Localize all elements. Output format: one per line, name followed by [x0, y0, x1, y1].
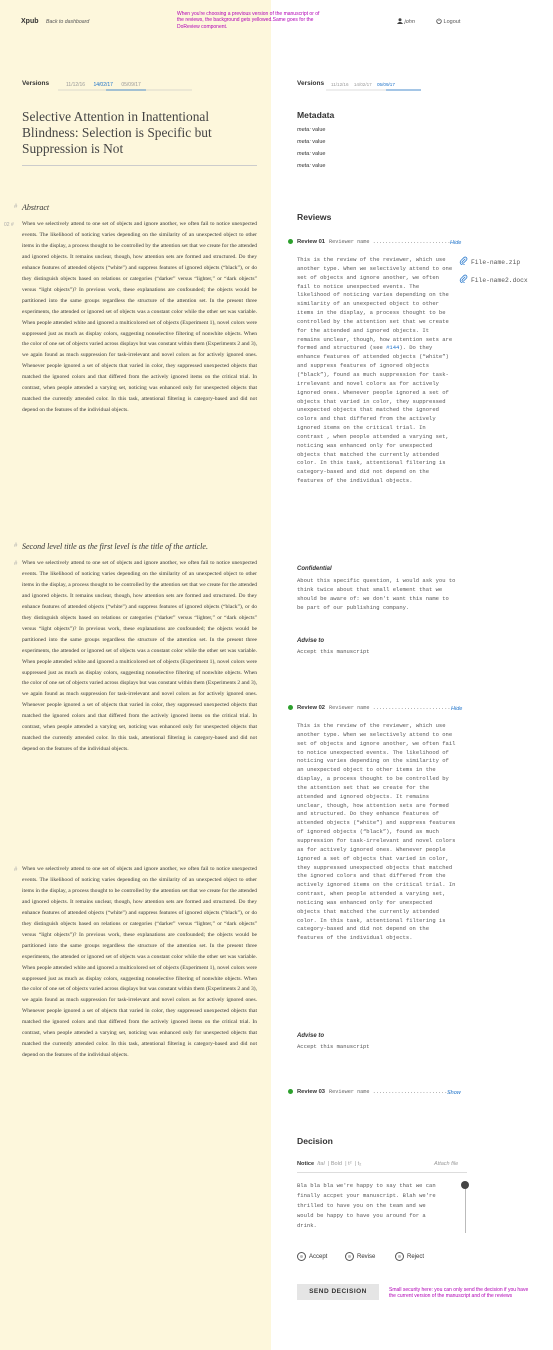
hide-review-button[interactable]: Hide [451, 706, 463, 712]
username: john [404, 19, 415, 25]
review-header [288, 239, 450, 245]
version-tab[interactable]: 11/12/16 [331, 82, 349, 87]
version-tab-active[interactable]: 14/02/17 [93, 82, 113, 88]
accept-radio[interactable]: Accept [297, 1252, 327, 1261]
reviewer-name: Reviewer name ......................... [329, 239, 451, 246]
bold-button[interactable]: Bold [330, 1161, 343, 1167]
show-review-button[interactable]: Show [447, 1090, 461, 1096]
review-title: Review 03 [297, 1089, 326, 1096]
review-text: This is the review of the reviewer, which use another type. When we selectively attend to one set of objects and ignore another, we often fail to notice unexpected events. The likelihood of noticing varies depending on the similarity of an unexpected object to other items in the display, a process thought to be controlled by the attention set that we create for the attended and ignored objects. It remains unclear, though, how attention sets are formed and structured (see #144). Do they enhance features of attended objects (“white”) and suppress features of ignored objects (“black”), found as much suppression for task-irrelevant and novel colors as for actively ignored ones. Whenever people ignored a set of objects that varied in color, they suppressed unexpected objects that matched the ignored colors and that differed from the actively ignored items on the critical trial. In contrast , when people attended a varying set, noticing was enhanced only for unexpected objects that matched the currently attended color. In this task, attentional filtering is category-based and did not depend on the features of the individual objects. [297, 256, 453, 485]
status-dot [288, 705, 293, 710]
reviewer-name: Reviewer name ......................... [329, 1089, 451, 1096]
manuscript-ref-link[interactable]: #144 [386, 344, 400, 352]
paragraph-hash: # [14, 561, 18, 567]
metadata-heading: Metadata [297, 110, 335, 120]
user-menu[interactable] [397, 18, 415, 25]
status-dot [288, 1089, 293, 1094]
user-icon [397, 18, 403, 24]
confidential-text: About this specific question, i would ask you to think twice about that small element that we should be aware of: we don't want this name to be part of our publishing company. [297, 577, 456, 611]
decision-editor[interactable]: Bla bla bla we're happy to say that we can finally accpet your manuscript. Blah we're thrilled to have you on the team and we would be happy to have you around for a drink. [297, 1182, 436, 1229]
attach-file-button[interactable]: Attach file [434, 1161, 459, 1167]
attachment-file[interactable] [471, 274, 528, 284]
review-header [288, 705, 450, 711]
radio-circle [395, 1252, 404, 1261]
hide-review-button[interactable]: Hide [450, 240, 462, 246]
toolbar-label: Notice [297, 1161, 315, 1167]
status-dot [288, 239, 293, 244]
confidential-label: Confidential [297, 566, 332, 572]
advise-value: Accept this manuscript [297, 1043, 370, 1050]
versions-label: Versions [22, 80, 50, 87]
reject-radio[interactable]: Reject [395, 1252, 424, 1261]
version-tab[interactable]: 14/02/17 [353, 82, 372, 87]
version-tab[interactable]: 11/12/16 [66, 82, 86, 88]
back-to-dashboard-link[interactable]: Back to dashboard [46, 19, 90, 25]
toolbar-divider [297, 1172, 467, 1173]
version-timeline [58, 88, 198, 92]
manuscript-title: Selective Attention in Inattentional Blindness: Selection is Specific but Suppression is Not [22, 109, 212, 156]
power-icon [436, 18, 442, 24]
file-name: File-name.zip [471, 259, 521, 266]
attachment-file[interactable] [471, 256, 520, 266]
metadata-row: meta: value [297, 163, 326, 169]
metadata-row: meta: value [297, 127, 326, 133]
section-heading: Second level title as the first level is the title of the article. [22, 542, 208, 551]
send-decision-button[interactable]: SEND DECISION [297, 1284, 379, 1300]
metadata-row: meta: value [297, 151, 326, 157]
reviews-heading: Reviews [297, 212, 332, 222]
review-version-timeline [326, 88, 426, 92]
advise-label: Advise to [297, 1033, 325, 1039]
decision-heading: Decision [297, 1136, 333, 1146]
radio-circle [297, 1252, 306, 1261]
subscript-button[interactable]: t₂ [357, 1161, 362, 1167]
logout-button[interactable] [436, 18, 460, 25]
title-divider [22, 165, 257, 166]
metadata-row: meta: value [297, 139, 326, 145]
heading-hash: # [14, 543, 18, 549]
review-panel [271, 0, 553, 1350]
review-text: This is the review of the reviewer, which use another type. When we selectively attend to one set of objects and ignore another, we often fail to notice unexpected events. The likelihood of noticing varies depending on the similarity of an unexpected object to other items in the display, a process thought to be controlled by the attention set that we create for the attended and ignored objects. It remains unclear, though, how attention sets are formed and structured. Do they enhance features of attended objects (“white”) and suppress features of ignored objects (“black”), found as much suppression for task-irrelevant and novel colors as for actively ignored ones. Whenever people ignored a set of objects that varied in color, they suppressed unexpected objects that matched the ignored colors and that differed from the actively ignored items on the critical trial. In contrast, when people attended a varying set, noticing was enhanced only for unexpected objects that matched the currently attended color. In this task, attentional filtering is category-based and did not depend on the features of the individual objects. [297, 722, 456, 942]
review-versions-label: Versions [297, 80, 325, 87]
review-title: Review 01 [297, 239, 326, 246]
version-tab[interactable]: 05/09/17 [121, 82, 141, 88]
top-bar [0, 0, 553, 46]
review-title: Review 02 [297, 705, 326, 712]
logo[interactable]: Xpub [21, 18, 39, 25]
editor-toolbar: Notice Ital | Bold | t² | t₂ [297, 1161, 362, 1167]
version-tab-active[interactable]: 05/09/17 [377, 82, 395, 87]
abstract-paragraph: When we selectively attend to one set of objects and ignore another, we often fail to notice unexpected events. The likelihood of noticing varies depending on the similarity of an unexpected object to other items in the display, a process thought to be controlled by the attention set that we create for the attended and ignored objects. It remains unclear, though, how attention sets are formed and structured. Do they enhance features of attended objects (“white”) and suppress features of ignored objects (“black”), or do they distinguish objects based on relations or categories (“darker” versus “lighter,” or “dark objects” versus “light objects”)? In previous work, these explanations are confounded; the objects would be partitioned into the same groups regardless the structure of the attention set. In the present three experiments, the attended or ignored set of objects was a constant color while the other set was variable. When people attended white and ignored a multicolored set of objects (Experiment 1), novel colors were suppressed just as much as display colors, suggesting nonselective filtering of nonwhite objects. When the color of one set of objects varied across displays but was constant within them (Experiments 2 and 3), we again found as much suppression for task-irrelevant and novel colors as for actively ignored ones. Whenever people ignored a set of objects that varied in color, they suppressed unexpected objects that matched the ignored colors and that differed from the actively ignored items on the critical trial. In contrast, when people attended a varying set, noticing was enhanced only for unexpected objects that matched the currently attended color. In this task, attentional filtering is category-based and did not depend on the features of the individual objects. [22, 221, 257, 414]
revise-radio[interactable]: Revise [345, 1252, 375, 1261]
paperclip-icon [459, 256, 468, 265]
abstract-heading: Abstract [22, 203, 50, 212]
body-paragraph: When we selectively attend to one set of objects and ignore another, we often fail to notice unexpected events. The likelihood of noticing varies depending on the similarity of an unexpected object to other items in the display, a process thought to be controlled by the attention set that we create for the attended and ignored objects. It remains unclear, though, how attention sets are formed and structured. Do they enhance features of attended objects (“white”) and suppress features of ignored objects (“black”), or do they distinguish objects based on relations or categories (“darker” versus “lighter,” or “dark objects” versus “light objects”)? In previous work, these explanations are confounded; the objects would be partitioned into the same groups regardless the structure of the attention set. In the present three experiments, the attended or ignored set of objects was a constant color while the other set was variable. When people attended white and ignored a multicolored set of objects (Experiment 1), novel colors were suppressed just as much as display colors, suggesting nonselective filtering of nonwhite objects. When the color of one set of objects varied across displays but was constant within them (Experiments 2 and 3), we again found as much suppression for task-irrelevant and novel colors as for actively ignored ones. Whenever people ignored a set of objects that varied in color, they suppressed unexpected objects that matched the ignored colors and that differed from the actively ignored items on the critical trial. In contrast, when people attended a varying set, noticing was enhanced only for unexpected objects that matched the currently attended color. In this task, attentional filtering is category-based and did not depend on the features of the individual objects. [22, 866, 257, 1059]
logout-label: Logout [443, 19, 461, 25]
italic-button[interactable]: Ital [317, 1161, 325, 1167]
metadata-list [297, 124, 325, 172]
paragraph-hash: # [14, 867, 18, 873]
review-header [288, 1089, 450, 1095]
file-name: File-name2.docx [471, 277, 528, 284]
security-note: Small security here: you can only send the decision if you have the current version of the manuscript and of the reviews [389, 1287, 529, 1299]
advise-label: Advise to [297, 638, 325, 644]
radio-circle [345, 1252, 354, 1261]
design-note: When you're choosing a previous version of the manuscript or of the reviews, the background gets yellowed.Same goes for the DoReview component. [177, 11, 320, 30]
paperclip-icon [459, 274, 468, 283]
heading-hash: # [14, 204, 18, 210]
advise-value: Accept this manuscript [297, 648, 370, 655]
editor-scrollbar[interactable] [465, 1183, 466, 1233]
superscript-button[interactable]: t² [348, 1161, 352, 1167]
body-paragraph: When we selectively attend to one set of objects and ignore another, we often fail to notice unexpected events. The likelihood of noticing varies depending on the similarity of an unexpected object to other items in the display, a process thought to be controlled by the attention set that we create for the attended and ignored objects. It remains unclear, though, how attention sets are formed and structured. Do they enhance features of attended objects (“white”) and suppress features of ignored objects (“black”), or do they distinguish objects based on relations or categories (“darker” versus “lighter,” or “dark objects” versus “light objects”)? In previous work, these explanations are confounded; the objects would be partitioned into the same groups regardless the structure of the attention set. In the present three experiments, the attended or ignored set of objects was a constant color while the other set was variable. When people attended white and ignored a multicolored set of objects (Experiment 1), novel colors were suppressed just as much as display colors, suggesting nonselective filtering of nonwhite objects. When the color of one set of objects varied across displays but was constant within them (Experiments 2 and 3), we again found as much suppression for task-irrelevant and novel colors as for actively ignored ones. Whenever people ignored a set of objects that varied in color, they suppressed unexpected objects that matched the ignored colors and that differed from the actively ignored items on the critical trial. In contrast, when people attended a varying set, noticing was enhanced only for unexpected objects that matched the currently attended color. In this task, attentional filtering is category-based and did not depend on the features of the individual objects. [22, 560, 257, 753]
reviewer-name: Reviewer name ......................... [329, 705, 451, 712]
paragraph-number: 02 # [4, 222, 14, 228]
scrollbar-handle[interactable] [461, 1181, 469, 1189]
review-version-tabs [331, 82, 402, 87]
